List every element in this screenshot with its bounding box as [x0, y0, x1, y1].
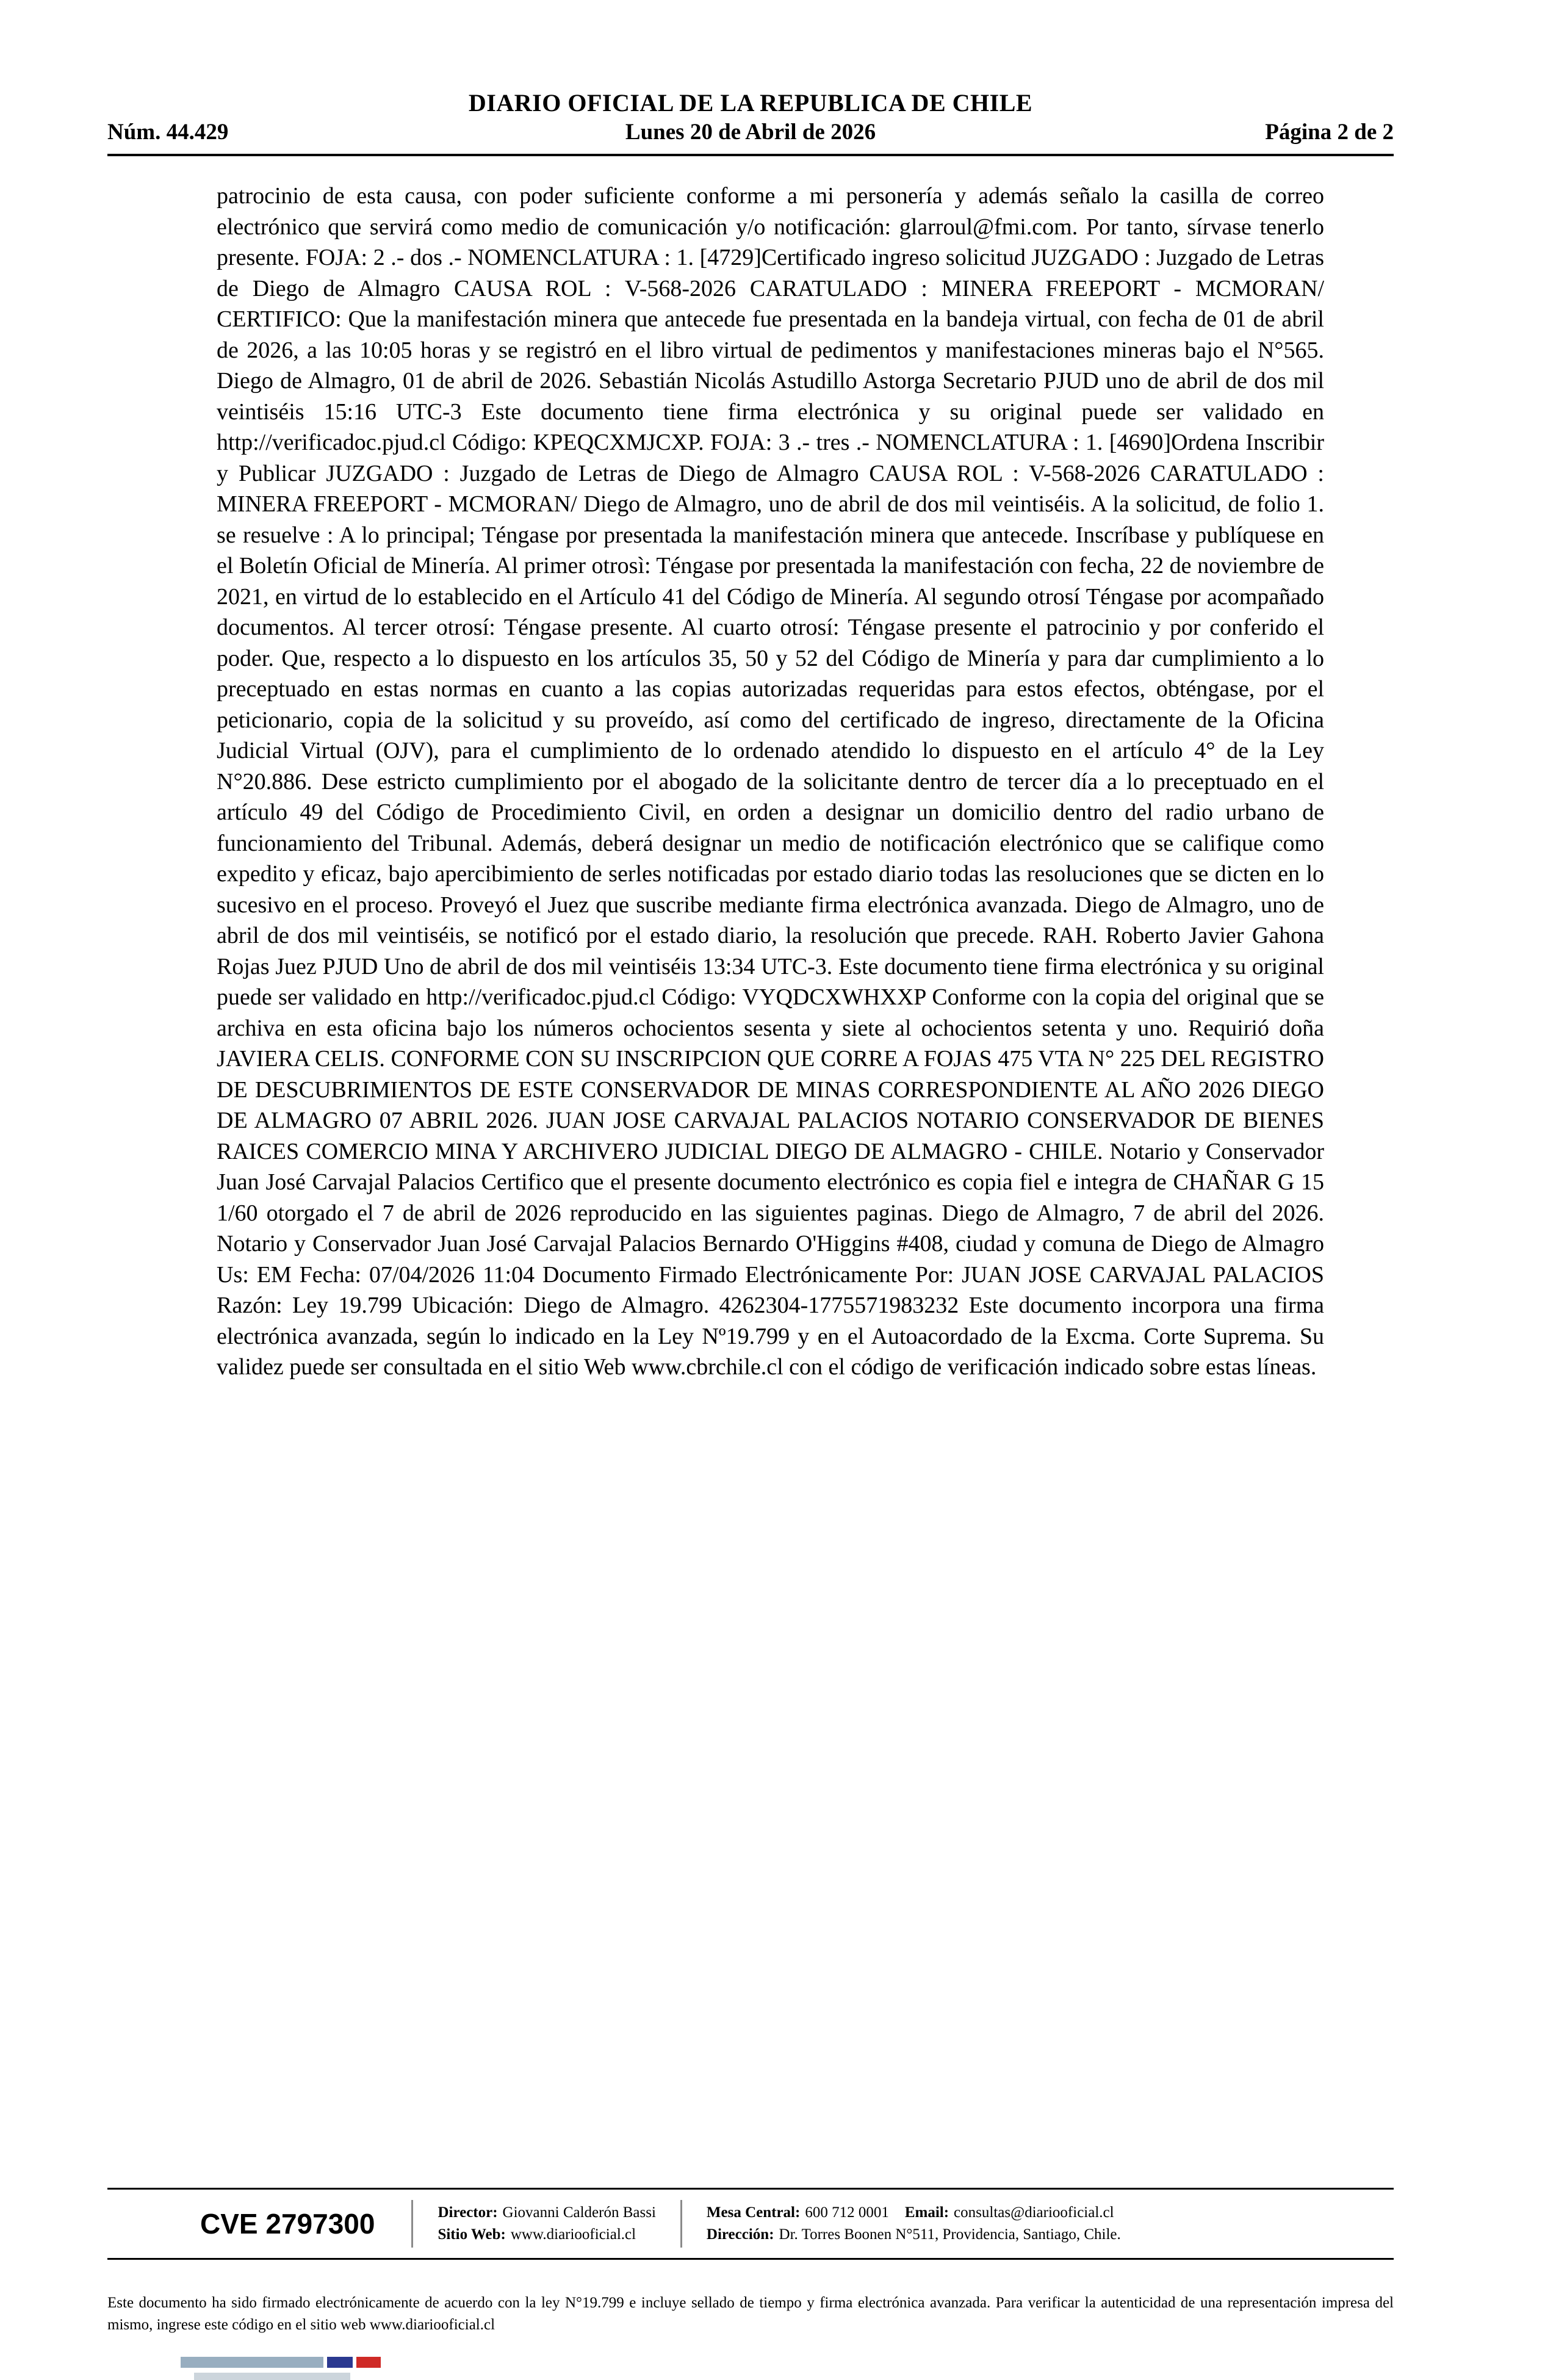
website-line	[438, 2224, 655, 2246]
electronic-signature-note: Este documento ha sido firmado electrónicamente de acuerdo con la ley N°19.799 e incluye sellado de tiempo y firma electrónica avanzada. Para verificar la autenticidad de una representación impresa del mismo, ingrese este código en el sitio web www.diariooficial.cl	[107, 2295, 1394, 2333]
footer-contact-column	[682, 2202, 1145, 2246]
website-label: Sitio Web:	[438, 2226, 506, 2243]
issue-number: Núm. 44.429	[107, 120, 229, 145]
director-value: Giovanni Calderón Bassi	[502, 2204, 656, 2221]
phone-email-line	[707, 2202, 1121, 2224]
address-value: Dr. Torres Boonen N°511, Providencia, Santiago, Chile.	[779, 2226, 1121, 2243]
website-value: www.diariooficial.cl	[510, 2226, 636, 2243]
cve-code: CVE 2797300	[200, 2208, 375, 2240]
stamp-bar-blue-icon	[327, 2357, 353, 2368]
header-rule	[107, 154, 1394, 156]
header-meta-row	[107, 118, 1394, 146]
mesa-central-label: Mesa Central:	[706, 2204, 801, 2221]
publication-title: DIARIO OFICIAL DE LA REPUBLICA DE CHILE	[468, 89, 1033, 117]
stamp-bar-pale-icon	[194, 2373, 350, 2380]
address-line	[707, 2224, 1121, 2246]
mesa-central-value: 600 712 0001	[805, 2204, 889, 2221]
director-line	[438, 2202, 655, 2224]
digital-signature-stamp	[181, 2357, 437, 2380]
footer-director-column	[413, 2202, 680, 2246]
document-body-text: patrocinio de esta causa, con poder suficiente conforme a mi personería y además señalo la casilla de correo electrónico que servirá como medio de comunicación y/o notificación: glarroul@fmi.com. Por tanto, sírvase tenerlo presente. FOJA: 2 .- dos .- NOMENCLATURA : 1. [4729]Certificado ingreso solicitud JUZGADO : Juzgado de Letras de Diego de Almagro CAUSA ROL : V-568-2026 CARATULADO : MINERA FREEPORT - MCMORAN/ CERTIFICO: Que la manifestación minera que antecede fue presentada en la bandeja virtual, con fecha de 01 de abril de 2026, a las 10:05 horas y se registró en el libro virtual de pedimentos y manifestaciones mineras bajo el N°565. Diego de Almagro, 01 de abril de 2026. Sebastián Nicolás Astudillo Astorga Secretario PJUD uno de abril de dos mil veintiséis 15:16 UTC-3 Este documento tiene firma electrónica y su original puede ser validado en http://verificadoc.pjud.cl Código: KPEQCXMJCXP. FOJA: 3 .- tres .- NOMENCLATURA : 1. [4690]Ordena Inscribir y Publicar JUZGADO : Juzgado de Letras de Diego de Almagro CAUSA ROL : V-568-2026 CARATULADO : MINERA FREEPORT - MCMORAN/ Diego de Almagro, uno de abril de dos mil veintiséis. A la solicitud, de folio 1. se resuelve : A lo principal; Téngase por presentada la manifestación minera que antecede. Inscríbase y publíquese en el Boletín Oficial de Minería. Al primer otrosì: Téngase por presentada la manifestación con fecha, 22 de noviembre de 2021, en virtud de lo establecido en el Artículo 41 del Código de Minería. Al segundo otrosí Téngase por acompañado documentos. Al tercer otrosí: Téngase presente. Al cuarto otrosí: Téngase presente el patrocinio y por conferido el poder. Que, respecto a lo dispuesto en los artículos 35, 50 y 52 del Código de Minería y para dar cumplimiento a lo preceptuado en estas normas en cuanto a las copias autorizadas requeridas para estos efectos, obténgase, por el peticionario, copia de la solicitud y su proveído, así como del certificado de ingreso, directamente de la Oficina Judicial Virtual (OJV), para el cumplimiento de lo ordenado atendido lo dispuesto en el artículo 4° de la Ley N°20.886. Dese estricto cumplimiento por el abogado de la solicitante dentro de tercer día a lo preceptuado en el artículo 49 del Código de Procedimiento Civil, en orden a designar un domicilio dentro del radio urbano de funcionamiento del Tribunal. Además, deberá designar un medio de notificación electrónico que se califique como expedito y eficaz, bajo apercibimiento de serles notificadas por estado diario todas las resoluciones que se dicten en lo sucesivo en el proceso. Proveyó el Juez que suscribe mediante firma electrónica avanzada. Diego de Almagro, uno de abril de dos mil veintiséis, se notificó por el estado diario, la resolución que precede. RAH. Roberto Javier Gahona Rojas Juez PJUD Uno de abril de dos mil veintiséis 13:34 UTC-3. Este documento tiene firma electrónica y su original puede ser validado en http://verificadoc.pjud.cl Código: VYQDCXWHXXP Conforme con la copia del original que se archiva en esta oficina bajo los números ochocientos sesenta y siete al ochocientos setenta y uno. Requirió doña JAVIERA CELIS. CONFORME CON SU INSCRIPCION QUE CORRE A FOJAS 475 VTA N° 225 DEL REGISTRO DE DESCUBRIMIENTOS DE ESTE CONSERVADOR DE MINAS CORRESPONDIENTE AL AÑO 2026 DIEGO DE ALMAGRO 07 ABRIL 2026. JUAN JOSE CARVAJAL PALACIOS NOTARIO CONSERVADOR DE BIENES RAICES COMERCIO MINA Y ARCHIVERO JUDICIAL DIEGO DE ALMAGRO - CHILE. Notario y Conservador Juan José Carvajal Palacios Certifico que el presente documento electrónico es copia fiel e integra de CHAÑAR G 15 1/60 otorgado el 7 de abril de 2026 reproducido en las siguientes paginas. Diego de Almagro, 7 de abril del 2026. Notario y Conservador Juan José Carvajal Palacios Bernardo O'Higgins #408, ciudad y comuna de Diego de Almagro Us: EM Fecha: 07/04/2026 11:04 Documento Firmado Electrónicamente Por: JUAN JOSE CARVAJAL PALACIOS Razón: Ley 19.799 Ubicación: Diego de Almagro. 4262304-1775571983232 Este documento incorpora una firma electrónica avanzada, según lo indicado en la Ley Nº19.799 y en el Autoacordado de la Excma. Corte Suprema. Su validez puede ser consultada en el sitio Web www.cbrchile.cl con el código de verificación indicado sobre estas líneas.	[217, 183, 1324, 1380]
director-label: Director:	[438, 2204, 498, 2221]
page-number: Página 2 de 2	[1265, 120, 1394, 145]
publication-date: Lunes 20 de Abril de 2026	[625, 120, 876, 145]
footer-cve-box	[107, 2188, 1394, 2260]
stamp-bar-light-icon	[181, 2357, 323, 2368]
email-value: consultas@diariooficial.cl	[954, 2204, 1114, 2221]
address-label: Dirección:	[706, 2226, 774, 2243]
stamp-bar-red-icon	[356, 2357, 381, 2368]
email-label: Email:	[904, 2204, 949, 2221]
page-header	[107, 89, 1394, 146]
